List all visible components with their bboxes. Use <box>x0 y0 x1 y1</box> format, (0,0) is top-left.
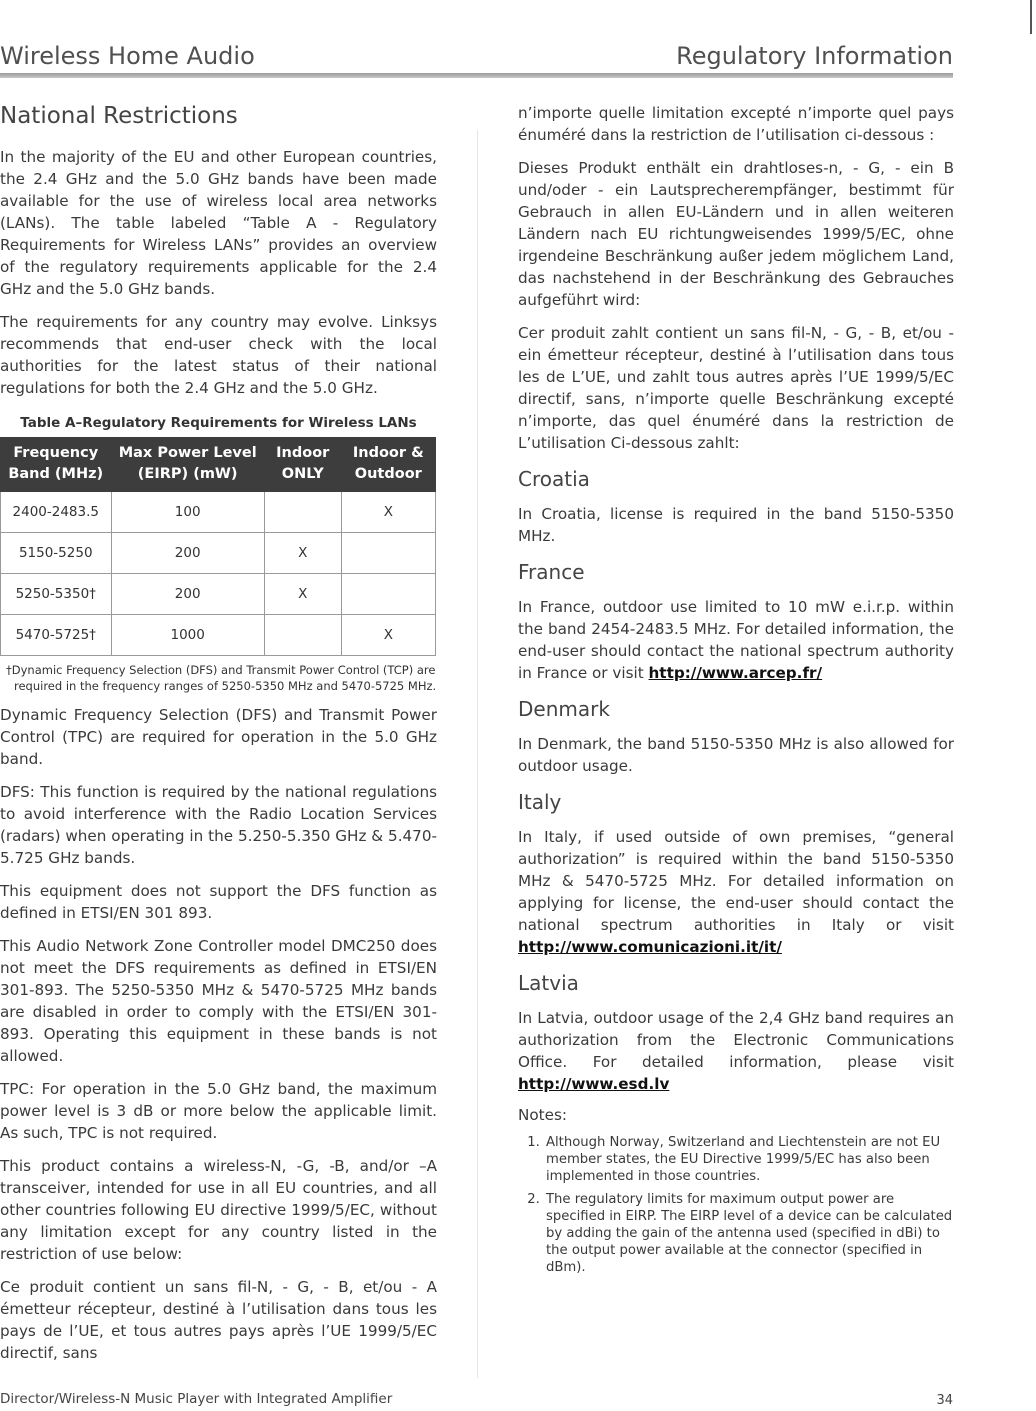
table-cell <box>341 574 435 615</box>
paragraph-text: In France, outdoor use limited to 10 mW e.i.r.p. within the band 2454-2483.5 MHz. For detailed information, the end-user should contact the national spectrum authority in France or visit <box>518 598 954 682</box>
table-cell <box>264 615 341 656</box>
paragraph: This Audio Network Zone Controller model DMC250 does not meet the DFS requirements as defined in ETSI/EN 301-893. The 5250-5350 MHz & 5470-5725 MHz bands are disabled in order to comply with the ETSI/EN 301-893. Operating this equipment in these bands is not allowed. <box>0 937 437 1065</box>
notes-label: Notes: <box>518 1106 567 1124</box>
right-column <box>518 102 954 1282</box>
paragraph: Dieses Produkt enthält ein drahtloses-n, - G, - ein B und/oder - ein Lautsprecherempfänger, bestimmt für Gebrauch in allen EU-Ländern und in allen weiteren Ländern nach EU richtungweisendes 1999/5/EC, ohne irgendeine Beschränkung außer jedem möglichem Land, das nachstehend in der Beschränkung des Gebrauches aufgeführt wird: <box>518 159 954 309</box>
col-header-max-power: Max Power Level (EIRP) (mW) <box>111 438 264 492</box>
table-cell: X <box>264 574 341 615</box>
paragraph: Cer produit zahlt contient un sans fil-N, - G, - B, et/ou - ein émetteur récepteur, destiné à l’utilisation dans tous les de L’UE, und zahlt tous autres après l’UE 1999/5/EC directif, sans, n’importe quelle Beschränkung excepté n’importe, das quel énuméré dans la restriction de L’utilisation Ci-dessous zahlt: <box>518 324 954 452</box>
table-row <box>1 533 436 574</box>
table-footnote: †Dynamic Frequency Selection (DFS) and Transmit Power Control (TCP) are required in the frequency ranges of 5250-5350 MHz and 5470-5725 MHz. <box>6 663 437 693</box>
paragraph: The requirements for any country may evolve. Linksys recommends that end-user check with the local authorities for the latest status of their national regulations for both the 2.4 GHz and the 5.0 GHz. <box>0 313 437 397</box>
country-heading-italy: Italy <box>518 790 562 814</box>
section-title: National Restrictions <box>0 103 238 129</box>
table-cell: X <box>264 533 341 574</box>
table-cell: 200 <box>111 574 264 615</box>
table-cell: 2400-2483.5 <box>1 492 112 533</box>
table-cell: X <box>341 615 435 656</box>
table-cell <box>341 533 435 574</box>
page-number: 34 <box>936 1393 953 1408</box>
country-heading-latvia: Latvia <box>518 971 579 995</box>
paragraph-latvia <box>518 1007 954 1095</box>
header-rule <box>0 73 953 78</box>
paragraph: Dynamic Frequency Selection (DFS) and Transmit Power Control (TPC) are required for operation in the 5.0 GHz band. <box>0 706 437 768</box>
note-item: 2. The regulatory limits for maximum output power are specified in EIRP. The EIRP level of a device can be calculated by adding the gain of the antenna used (specified in dBi) to the output power available at the connector (specified in dBm). <box>544 1191 954 1276</box>
table-cell: 5250-5350† <box>1 574 112 615</box>
table-row <box>1 492 436 533</box>
col-header-frequency: Frequency Band (MHz) <box>1 438 112 492</box>
table-caption: Table A–Regulatory Requirements for Wireless LANs <box>20 415 417 431</box>
country-heading-france: France <box>518 560 585 584</box>
left-column <box>0 100 437 1375</box>
paragraph: Ce produit contient un sans fil-N, - G, - B, et/ou - A émetteur récepteur, destiné à l’utilisation dans tous les pays de l’UE, et tous autres pays après l’UE 1999/5/EC directif, sans <box>0 1278 437 1362</box>
table-cell: 5150-5250 <box>1 533 112 574</box>
paragraph-france <box>518 596 954 684</box>
paragraph-denmark: In Denmark, the band 5150-5350 MHz is also allowed for outdoor usage. <box>518 735 954 775</box>
paragraph: This equipment does not support the DFS function as defined in ETSI/EN 301 893. <box>0 882 437 922</box>
corner-mark <box>1030 0 1032 34</box>
paragraph-croatia: In Croatia, license is required in the band 5150-5350 MHz. <box>518 505 954 545</box>
column-divider <box>477 130 478 1378</box>
regulatory-table <box>0 437 436 656</box>
paragraph: DFS: This function is required by the national regulations to avoid interference with the Radio Location Services (radars) when operating in the 5.250-5.350 GHz & 5.470-5.725 GHz bands. <box>0 783 437 867</box>
footer-product-name: Director/Wireless-N Music Player with Integrated Amplifier <box>0 1391 393 1407</box>
arcep-link[interactable]: http://www.arcep.fr/ <box>648 664 823 682</box>
esd-link[interactable]: http://www.esd.lv <box>518 1075 670 1093</box>
paragraph: This product contains a wireless-N, -G, -B, and/or –A transceiver, intended for use in all EU countries, and all other countries following EU directive 1999/5/EC, without any limitation except for any country listed in the restriction of use below: <box>0 1157 437 1263</box>
col-header-indoor-only: Indoor ONLY <box>264 438 341 492</box>
paragraph-text: In Italy, if used outside of own premises, “general authorization” is required within the band 5150-5350 MHz & 5470-5725 MHz. For detailed information on applying for license, the end-user should contact the national spectrum authorities in Italy or visit <box>518 828 954 934</box>
paragraph-text: In Latvia, outdoor usage of the 2,4 GHz band requires an authorization from the Electronic Communications Office. For detailed information, please visit <box>518 1009 954 1071</box>
country-heading-croatia: Croatia <box>518 467 590 491</box>
table-cell: 200 <box>111 533 264 574</box>
table-cell <box>264 492 341 533</box>
paragraph-italy <box>518 826 954 958</box>
table-cell: X <box>341 492 435 533</box>
comunicazioni-link[interactable]: http://www.comunicazioni.it/it/ <box>518 938 782 956</box>
table-header-row <box>1 438 436 492</box>
table-cell: 5470-5725† <box>1 615 112 656</box>
country-heading-denmark: Denmark <box>518 697 610 721</box>
header-title: Wireless Home Audio <box>0 42 255 70</box>
table-row <box>1 574 436 615</box>
paragraph: n’importe quelle limitation excepté n’importe quel pays énuméré dans la restriction de l’utilisation ci-dessous : <box>518 104 954 144</box>
paragraph: In the majority of the EU and other European countries, the 2.4 GHz and the 5.0 GHz bands have been made available for the use of wireless local area networks (LANs). The table labeled “Table A - Regulatory Requirements for Wireless LANs” provides an overview of the regulatory requirements applicable for the 2.4 GHz and the 5.0 GHz bands. <box>0 148 437 298</box>
notes-list <box>518 1134 954 1276</box>
paragraph: TPC: For operation in the 5.0 GHz band, the maximum power level is 3 dB or more below the applicable limit. As such, TPC is not required. <box>0 1080 437 1142</box>
header-section: Regulatory Information <box>676 42 953 70</box>
table-cell: 100 <box>111 492 264 533</box>
note-item: 1. Although Norway, Switzerland and Liechtenstein are not EU member states, the EU Directive 1999/5/EC has also been implemented in those countries. <box>544 1134 954 1185</box>
table-cell: 1000 <box>111 615 264 656</box>
col-header-indoor-outdoor: Indoor & Outdoor <box>341 438 435 492</box>
table-row <box>1 615 436 656</box>
